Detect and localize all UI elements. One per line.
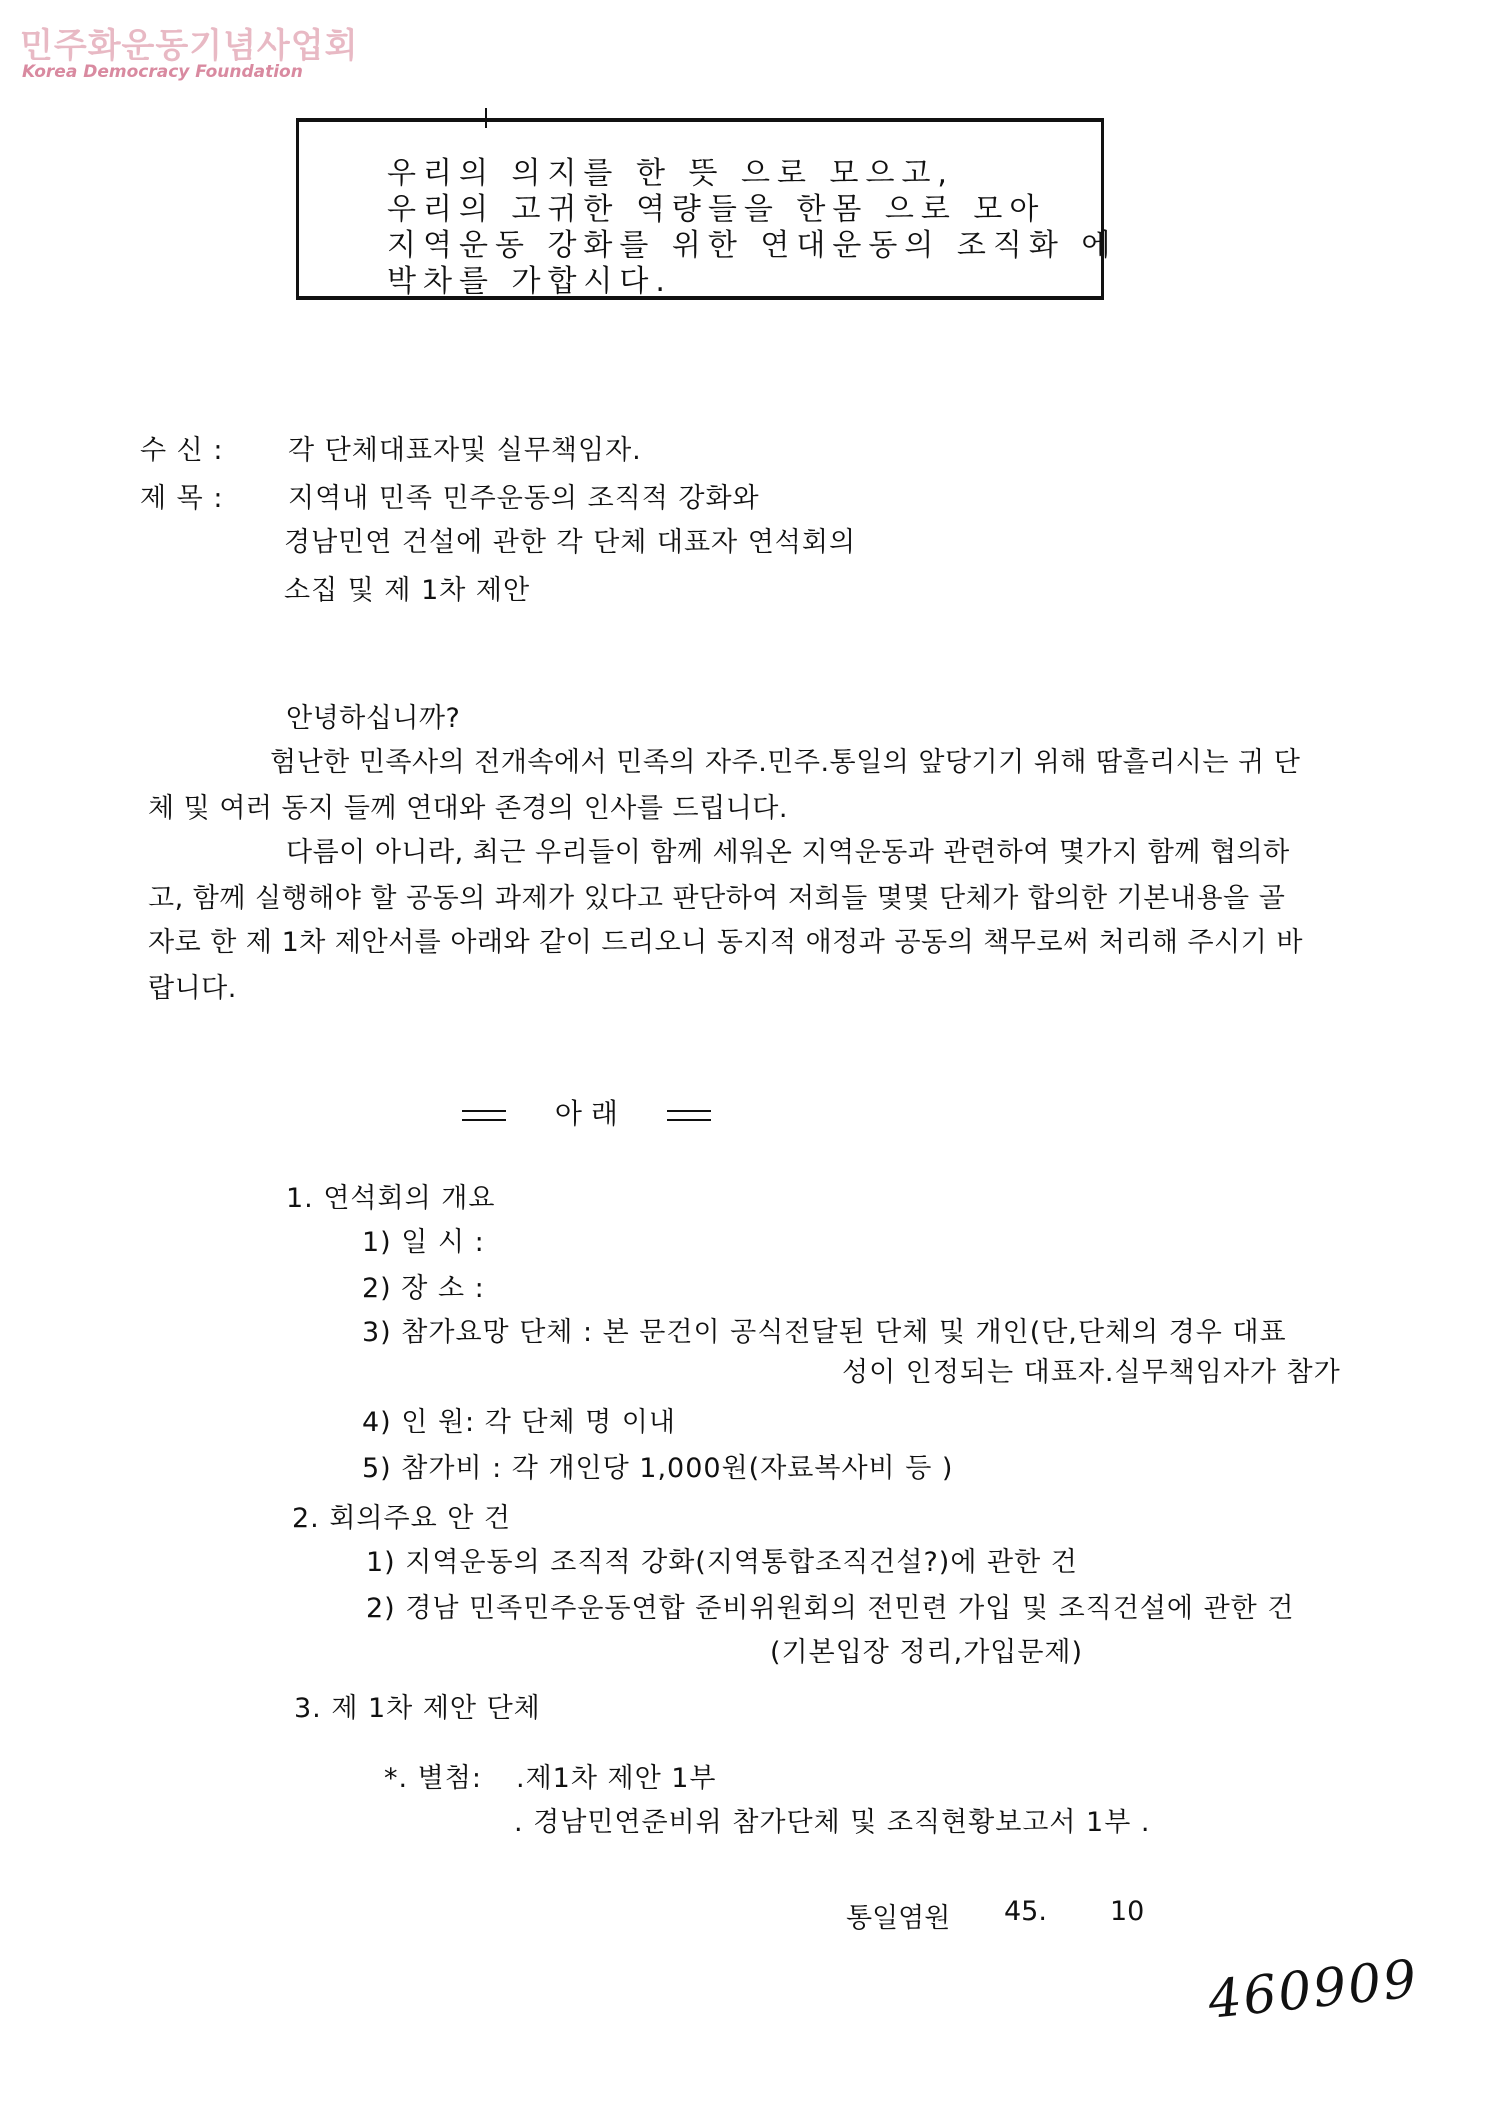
greeting: 안녕하십니까? (286, 703, 461, 734)
watermark-logo-english: Korea Democracy Foundation (22, 62, 303, 82)
watermark-logo-korean: 민주화운동기념사업회 (20, 26, 359, 66)
list-item: 2) 장 소 : (362, 1273, 485, 1304)
recipient-label: 수 신 : (140, 435, 224, 466)
list-item: 1) 지역운동의 조직적 강화(지역통합조직건설?)에 관한 건 (366, 1547, 1078, 1578)
attachment-item: . 경남민연준비위 참가단체 및 조직현황보고서 1부 . (514, 1807, 1151, 1838)
heading-dash (667, 1110, 711, 1121)
body-line: 랍니다. (148, 973, 237, 1004)
subject-line: 지역내 민족 민주운동의 조직적 강화와 (288, 483, 760, 514)
subject-line: 경남민연 건설에 관한 각 단체 대표자 연석회의 (284, 527, 857, 558)
subject-label: 제 목 : (140, 483, 224, 514)
slogan-box (296, 118, 1118, 300)
body-line: 험난한 민족사의 전개속에서 민족의 자주.민주.통일의 앞당기기 위해 땀흘리시는 귀 단 (270, 747, 1301, 778)
list-item: 2) 경남 민족민주운동연합 준비위원회의 전민련 가입 및 조직건설에 관한 건 (366, 1593, 1295, 1624)
list-item: 4) 인 원: 각 단체 명 이내 (362, 1407, 676, 1438)
section-title: 2. 회의주요 안 건 (292, 1503, 512, 1534)
section-title: 1. 연석회의 개요 (286, 1183, 496, 1214)
list-item-continuation: (기본입장 정리,가입문제) (770, 1637, 1084, 1668)
slogan-line: 우리의 의지를 한 뜻 으로 모으고, (387, 156, 954, 191)
below-heading-text: 아 래 (554, 1097, 618, 1130)
slogan-line: 지역운동 강화를 위한 연대운동의 조직화 에 (387, 228, 1118, 263)
slogan-line: 박차를 가합시다. (387, 264, 672, 299)
signature-month: 10 (1110, 1896, 1145, 1927)
list-item: 5) 참가비 : 각 개인당 1,000원(자료복사비 등 ) (362, 1453, 954, 1484)
body-line: 체 및 여러 동지 들께 연대와 존경의 인사를 드립니다. (148, 793, 788, 824)
attachments-label: *. 별첨: (384, 1763, 482, 1794)
box-tick-mark (485, 108, 487, 128)
list-item-continuation: 성이 인정되는 대표자.실무책임자가 참가 (842, 1357, 1341, 1388)
list-item: 3) 참가요망 단체 : 본 문건이 공식전달된 단체 및 개인(단,단체의 경우 대표 (362, 1317, 1287, 1348)
handwritten-document-number: 460909 (1205, 1949, 1422, 2031)
section-title: 3. 제 1차 제안 단체 (294, 1693, 541, 1724)
subject-line: 소집 및 제 1차 제안 (284, 575, 531, 606)
body-line: 다름이 아니라, 최근 우리들이 함께 세워온 지역운동과 관련하여 몇가지 함께 협의하 (286, 837, 1290, 868)
signature-org: 통일염원 (846, 1903, 951, 1934)
recipient-value: 각 단체대표자및 실무책임자. (288, 435, 642, 466)
heading-dash (462, 1110, 506, 1121)
body-line: 고, 함께 실행해야 할 공동의 과제가 있다고 판단하여 저희들 몇몇 단체가 합의한 기본내용을 골 (148, 883, 1286, 914)
below-heading (462, 1092, 711, 1132)
signature-year: 45. (1004, 1896, 1047, 1927)
body-line: 자로 한 제 1차 제안서를 아래와 같이 드리오니 동지적 애정과 공동의 책무로써 처리해 주시기 바 (148, 927, 1303, 958)
slogan-line: 우리의 고귀한 역량들을 한몸 으로 모아 (387, 192, 1046, 227)
attachment-item: .제1차 제안 1부 (516, 1763, 717, 1794)
list-item: 1) 일 시 : (362, 1227, 485, 1258)
